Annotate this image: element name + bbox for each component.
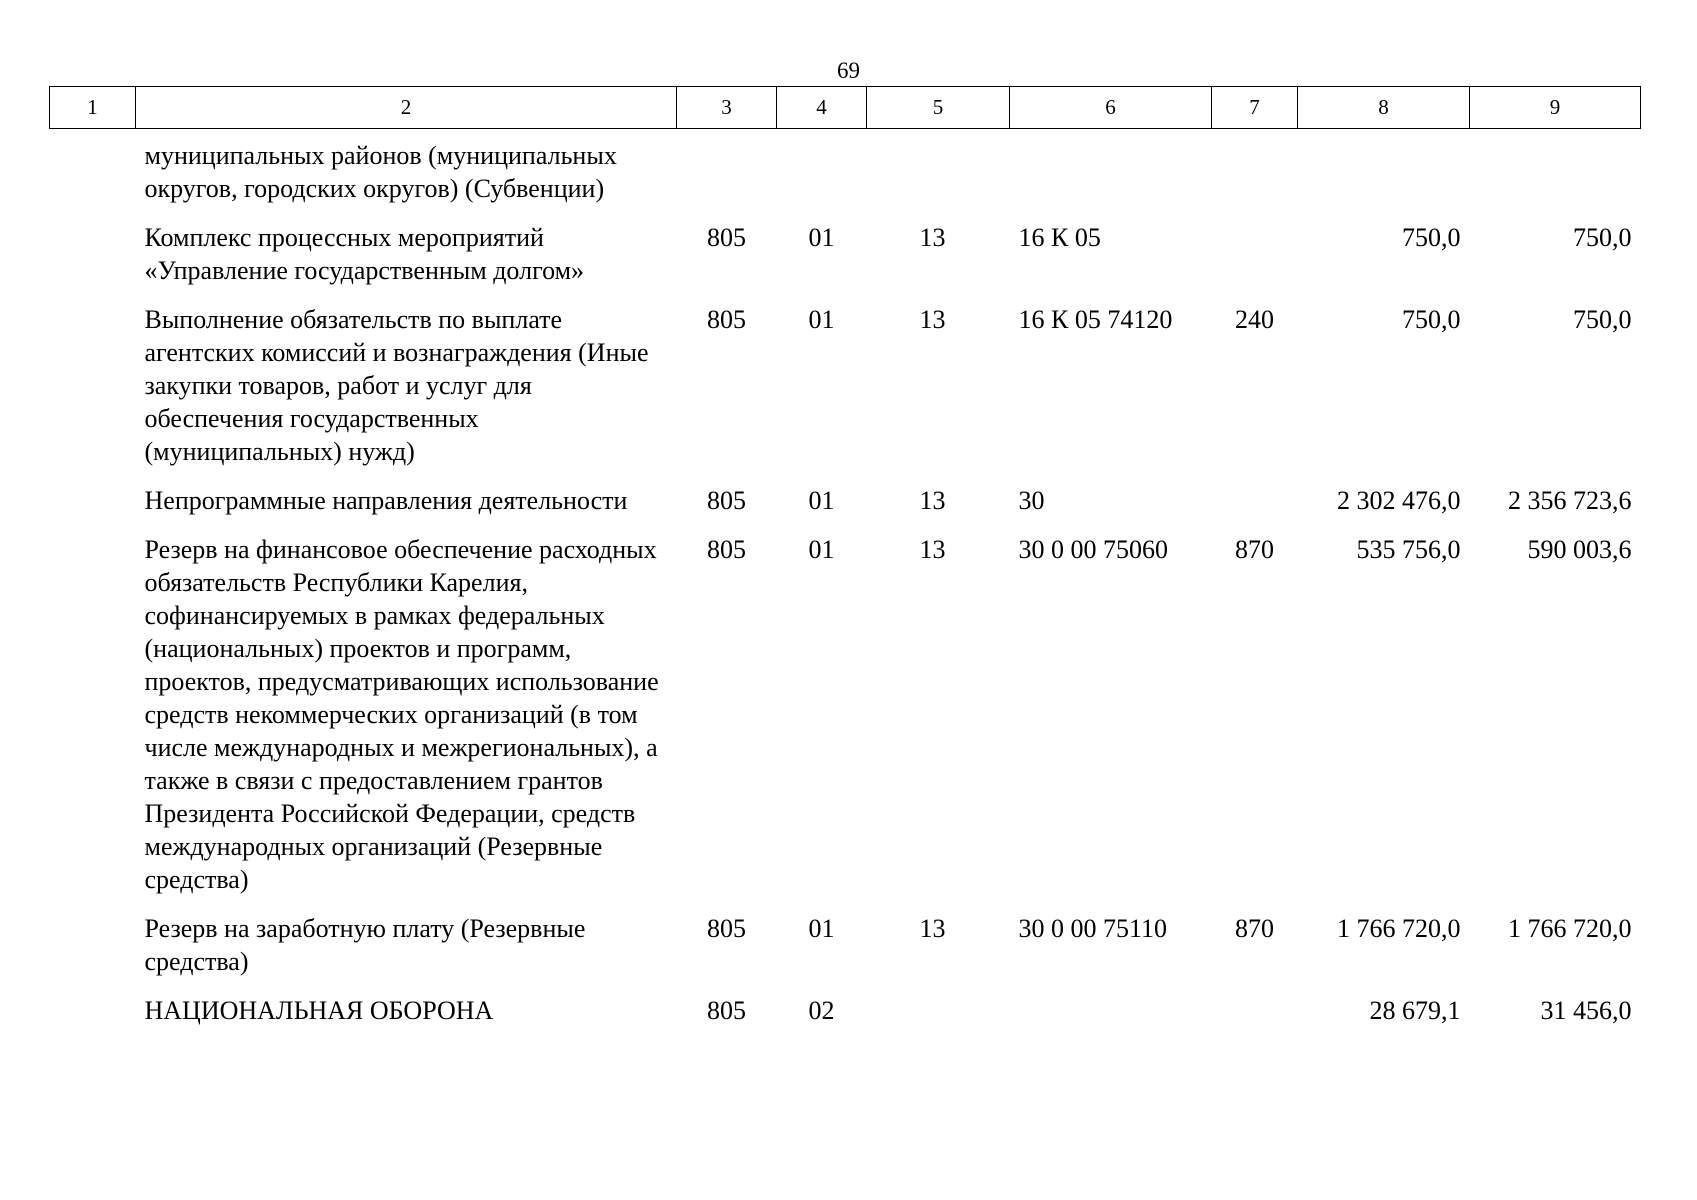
header-cell: 4 [777, 87, 867, 129]
row-sum-1: 535 756,0 [1356, 535, 1461, 564]
row-grbs: 805 [707, 486, 746, 515]
row-sum-1: 2 302 476,0 [1337, 486, 1461, 515]
row-name: Резерв на заработную плату (Резервные средства) [144, 914, 586, 976]
header-cell: 2 [136, 87, 677, 129]
row-vr [1212, 978, 1298, 1027]
table-row [50, 205, 1641, 287]
table-row [50, 896, 1641, 978]
row-name: Комплекс процессных мероприятий «Управление государственным долгом» [144, 223, 585, 285]
table-row [50, 468, 1641, 517]
header-cell: 7 [1212, 87, 1298, 129]
row-grbs: 805 [707, 535, 746, 564]
row-sum-1: 1 766 720,0 [1337, 914, 1461, 943]
row-csr [1010, 978, 1212, 1027]
row-rz: 02 [808, 996, 835, 1025]
budget-table [49, 86, 1641, 1027]
row-vr: 870 [1235, 535, 1274, 564]
row-csr: 16 К 05 [1018, 223, 1101, 252]
table-row [50, 978, 1641, 1027]
row-sum-1: 750,0 [1402, 223, 1461, 252]
row-sum-2: 750,0 [1573, 305, 1632, 334]
row-vr [1212, 205, 1298, 287]
row-pr [867, 978, 1010, 1027]
row-name: Непрограммные направления деятельности [144, 486, 628, 515]
row-csr: 30 [1018, 486, 1045, 515]
row-rz: 01 [808, 223, 835, 252]
row-pr: 13 [919, 305, 946, 334]
row-rz: 01 [808, 914, 835, 943]
row-sum-1: 28 679,1 [1369, 996, 1461, 1025]
row-grbs: 805 [707, 305, 746, 334]
table-row [50, 129, 1641, 206]
row-csr: 16 К 05 74120 [1018, 305, 1173, 334]
row-sum-2: 1 766 720,0 [1508, 914, 1632, 943]
row-sum-2: 750,0 [1573, 223, 1632, 252]
row-rz [777, 129, 867, 206]
row-vr [1212, 129, 1298, 206]
header-cell: 3 [677, 87, 777, 129]
row-sum-1: 750,0 [1402, 305, 1461, 334]
row-rz: 01 [808, 305, 835, 334]
table-row [50, 287, 1641, 468]
row-grbs [677, 129, 777, 206]
row-csr: 30 0 00 75060 [1018, 535, 1168, 564]
row-csr [1010, 129, 1212, 206]
row-grbs: 805 [707, 914, 746, 943]
row-vr: 240 [1235, 305, 1274, 334]
row-grbs: 805 [707, 223, 746, 252]
row-name: муниципальных районов (муниципальных округов, городских округов) (Субвенции) [144, 141, 617, 203]
row-sum-2: 31 456,0 [1540, 996, 1632, 1025]
table-header-row [50, 87, 1641, 129]
row-pr: 13 [919, 486, 946, 515]
row-sum-2: 2 356 723,6 [1508, 486, 1632, 515]
row-pr: 13 [919, 535, 946, 564]
row-sum-1 [1298, 129, 1470, 206]
header-cell: 1 [50, 87, 136, 129]
row-name: Выполнение обязательств по выплате агентских комиссий и вознаграждения (Иные закупки товаров, работ и услуг для обеспечения государственных (муниципальных) нужд) [144, 305, 649, 466]
header-cell: 9 [1470, 87, 1641, 129]
row-name: Резерв на финансовое обеспечение расходных обязательств Республики Карелия, софинансируемых в рамках федеральных (национальных) проектов и программ, проектов, предусматривающих использование средств некоммерческих организаций (в том числе международных и межрегиональных), а также в связи с предоставлением грантов Президента Российской Федерации, средств международных организаций (Резервные средства) [144, 535, 659, 894]
header-cell: 6 [1010, 87, 1212, 129]
row-pr: 13 [919, 223, 946, 252]
row-sum-2 [1470, 129, 1641, 206]
row-csr: 30 0 00 75110 [1018, 914, 1168, 943]
header-cell: 8 [1298, 87, 1470, 129]
header-cell: 5 [867, 87, 1010, 129]
row-vr: 870 [1235, 914, 1274, 943]
table-row [50, 517, 1641, 896]
row-rz: 01 [808, 535, 835, 564]
row-pr: 13 [919, 914, 946, 943]
row-grbs: 805 [707, 996, 746, 1025]
row-sum-2: 590 003,6 [1527, 535, 1632, 564]
page-number-text: 69 [837, 58, 860, 83]
row-vr [1212, 468, 1298, 517]
row-rz: 01 [808, 486, 835, 515]
row-name: НАЦИОНАЛЬНАЯ ОБОРОНА [144, 996, 494, 1025]
row-pr [867, 129, 1010, 206]
